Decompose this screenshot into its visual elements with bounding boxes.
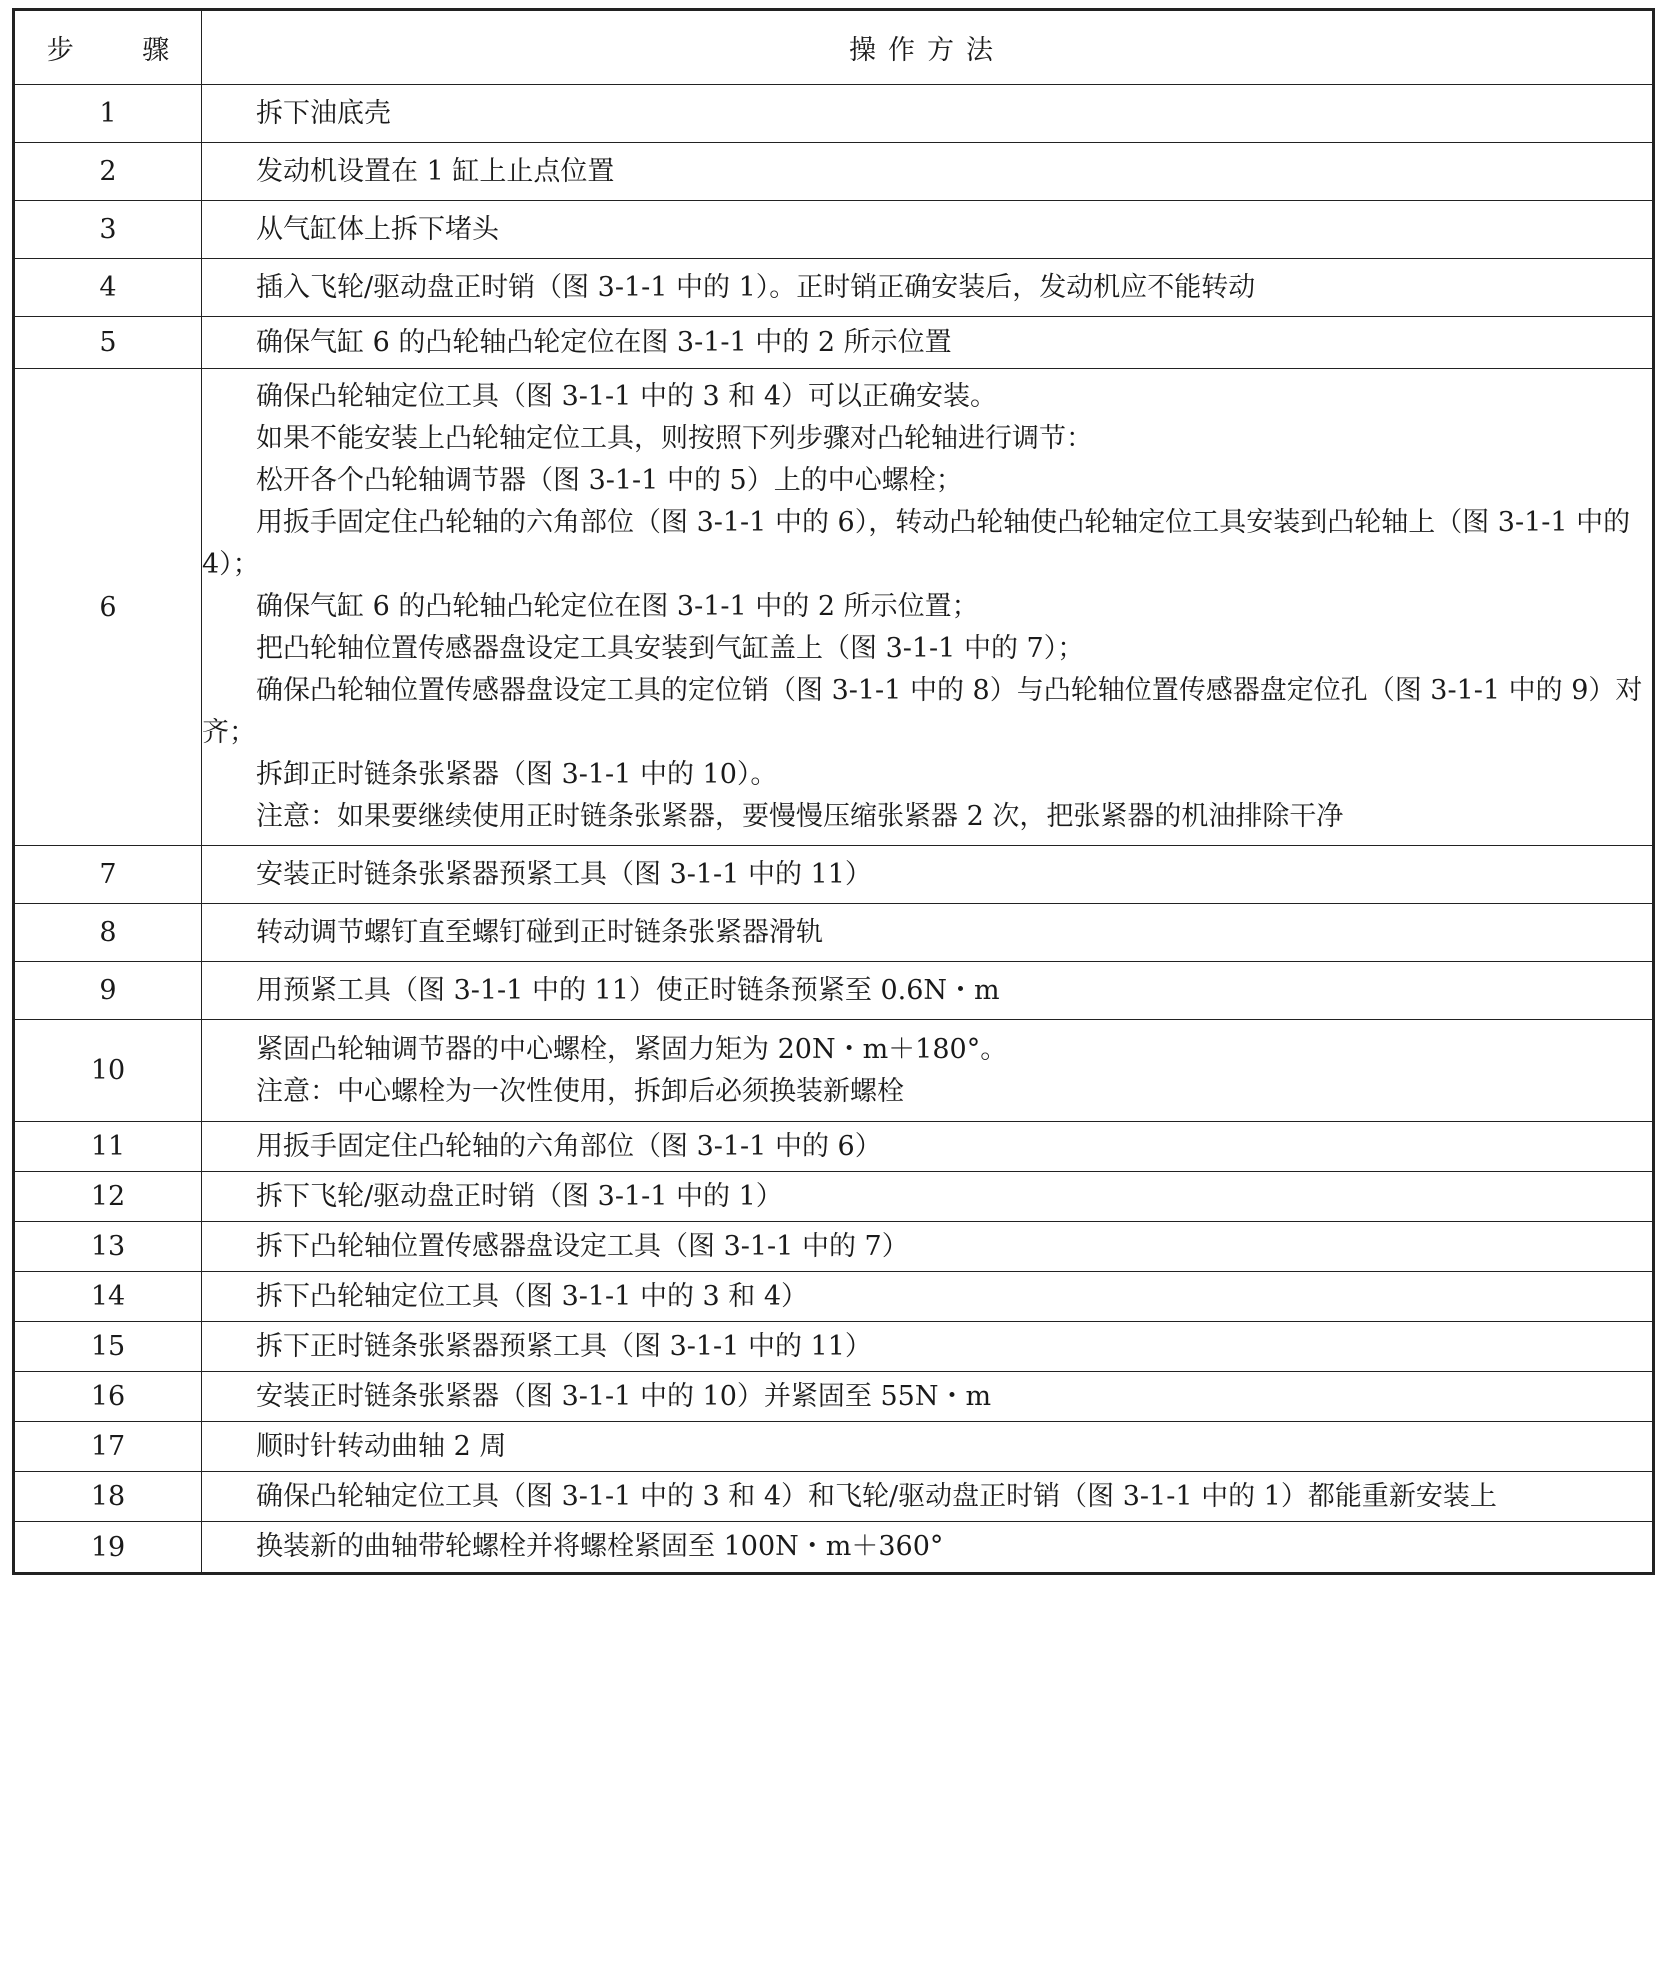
table-row <box>14 1522 1654 1574</box>
step-number: 3 <box>14 201 202 259</box>
table-row <box>14 1272 1654 1322</box>
step-number: 8 <box>14 904 202 962</box>
method-line: 确保凸轮轴定位工具（图 3-1-1 中的 3 和 4）可以正确安装。 <box>256 381 998 412</box>
method-line: 确保气缸 6 的凸轮轴凸轮定位在图 3-1-1 中的 2 所示位置； <box>256 591 979 622</box>
table-row <box>14 904 1654 962</box>
step-number: 15 <box>14 1322 202 1372</box>
step-method <box>202 1222 1654 1272</box>
method-line: 确保凸轮轴定位工具（图 3-1-1 中的 3 和 4）和飞轮/驱动盘正时销（图 3-1-1 中的 1）都能重新安装上 <box>256 1480 1497 1512</box>
step-method <box>202 1272 1654 1322</box>
method-line: 确保凸轮轴位置传感器盘设定工具的定位销（图 3-1-1 中的 8）与凸轮轴位置传感器盘定位孔（图 3-1-1 中的 9）对齐； <box>202 675 1643 748</box>
table-row <box>14 85 1654 143</box>
table-row <box>14 1172 1654 1222</box>
step-method <box>202 369 1654 846</box>
step-method <box>202 201 1654 259</box>
method-line: 安装正时链条张紧器（图 3-1-1 中的 10）并紧固至 55N・m <box>256 1380 992 1412</box>
header-row <box>14 10 1654 85</box>
method-line: 用扳手固定住凸轮轴的六角部位（图 3-1-1 中的 6） <box>256 1130 882 1162</box>
step-number: 7 <box>14 846 202 904</box>
step-method <box>202 1422 1654 1472</box>
step-method <box>202 143 1654 201</box>
method-line: 拆下正时链条张紧器预紧工具（图 3-1-1 中的 11） <box>256 1330 872 1362</box>
method-line: 松开各个凸轮轴调节器（图 3-1-1 中的 5）上的中心螺栓； <box>256 465 963 496</box>
step-method <box>202 1472 1654 1522</box>
table-row <box>14 369 1654 846</box>
step-number: 14 <box>14 1272 202 1322</box>
step-method <box>202 85 1654 143</box>
method-line: 确保气缸 6 的凸轮轴凸轮定位在图 3-1-1 中的 2 所示位置 <box>256 326 952 358</box>
table-row <box>14 846 1654 904</box>
step-method <box>202 1172 1654 1222</box>
method-line: 从气缸体上拆下堵头 <box>256 213 499 245</box>
method-line: 拆下油底壳 <box>256 97 391 129</box>
step-number: 2 <box>14 143 202 201</box>
step-method <box>202 1522 1654 1574</box>
table-row <box>14 201 1654 259</box>
step-method <box>202 1020 1654 1122</box>
table-row <box>14 1472 1654 1522</box>
table-row <box>14 143 1654 201</box>
table-row <box>14 1020 1654 1122</box>
header-method: 操作方法 <box>202 10 1654 85</box>
step-number: 10 <box>14 1020 202 1122</box>
table-row <box>14 317 1654 369</box>
table-row <box>14 1122 1654 1172</box>
method-line: 注意：中心螺栓为一次性使用，拆卸后必须换装新螺栓 <box>256 1075 904 1107</box>
method-line: 用预紧工具（图 3-1-1 中的 11）使正时链条预紧至 0.6N・m <box>256 974 1000 1006</box>
method-line: 拆下凸轮轴定位工具（图 3-1-1 中的 3 和 4） <box>256 1280 809 1312</box>
table-row <box>14 1322 1654 1372</box>
step-method <box>202 846 1654 904</box>
method-line: 换装新的曲轴带轮螺栓并将螺栓紧固至 100N・m＋360° <box>256 1531 944 1562</box>
method-line: 安装正时链条张紧器预紧工具（图 3-1-1 中的 11） <box>256 858 872 890</box>
step-number: 4 <box>14 259 202 317</box>
procedure-table <box>12 8 1655 1575</box>
step-number: 17 <box>14 1422 202 1472</box>
method-line: 把凸轮轴位置传感器盘设定工具安装到气缸盖上（图 3-1-1 中的 7）； <box>256 633 1085 664</box>
method-line: 拆卸正时链条张紧器（图 3-1-1 中的 10）。 <box>256 759 778 790</box>
method-line: 紧固凸轮轴调节器的中心螺栓，紧固力矩为 20N・m＋180°。 <box>256 1033 1008 1065</box>
table-row <box>14 1222 1654 1272</box>
method-line: 插入飞轮/驱动盘正时销（图 3-1-1 中的 1）。正时销正确安装后，发动机应不能转动 <box>256 271 1256 303</box>
step-number: 16 <box>14 1372 202 1422</box>
method-line: 发动机设置在 1 缸上止点位置 <box>256 155 615 187</box>
header-step: 步 骤 <box>14 10 202 85</box>
step-method <box>202 904 1654 962</box>
table-header <box>14 10 1654 85</box>
step-number: 18 <box>14 1472 202 1522</box>
method-line: 注意：如果要继续使用正时链条张紧器，要慢慢压缩张紧器 2 次，把张紧器的机油排除干净 <box>256 801 1344 832</box>
step-method <box>202 1122 1654 1172</box>
step-number: 5 <box>14 317 202 369</box>
table-row <box>14 259 1654 317</box>
method-line: 如果不能安装上凸轮轴定位工具，则按照下列步骤对凸轮轴进行调节： <box>256 423 1093 454</box>
step-number: 6 <box>14 369 202 846</box>
table-row <box>14 1372 1654 1422</box>
step-method <box>202 317 1654 369</box>
step-number: 12 <box>14 1172 202 1222</box>
table-body <box>14 85 1654 1574</box>
method-line: 顺时针转动曲轴 2 周 <box>256 1430 507 1462</box>
step-method <box>202 1322 1654 1372</box>
step-method <box>202 259 1654 317</box>
step-method <box>202 962 1654 1020</box>
step-number: 19 <box>14 1522 202 1574</box>
table-row <box>14 962 1654 1020</box>
step-method <box>202 1372 1654 1422</box>
step-number: 1 <box>14 85 202 143</box>
method-line: 拆下凸轮轴位置传感器盘设定工具（图 3-1-1 中的 7） <box>256 1230 909 1262</box>
table-row <box>14 1422 1654 1472</box>
step-number: 13 <box>14 1222 202 1272</box>
method-line: 拆下飞轮/驱动盘正时销（图 3-1-1 中的 1） <box>256 1180 783 1212</box>
step-number: 9 <box>14 962 202 1020</box>
step-number: 11 <box>14 1122 202 1172</box>
method-line: 转动调节螺钉直至螺钉碰到正时链条张紧器滑轨 <box>256 916 823 948</box>
method-line: 用扳手固定住凸轮轴的六角部位（图 3-1-1 中的 6），转动凸轮轴使凸轮轴定位工具安装到凸轮轴上（图 3-1-1 中的 4）； <box>202 507 1631 580</box>
